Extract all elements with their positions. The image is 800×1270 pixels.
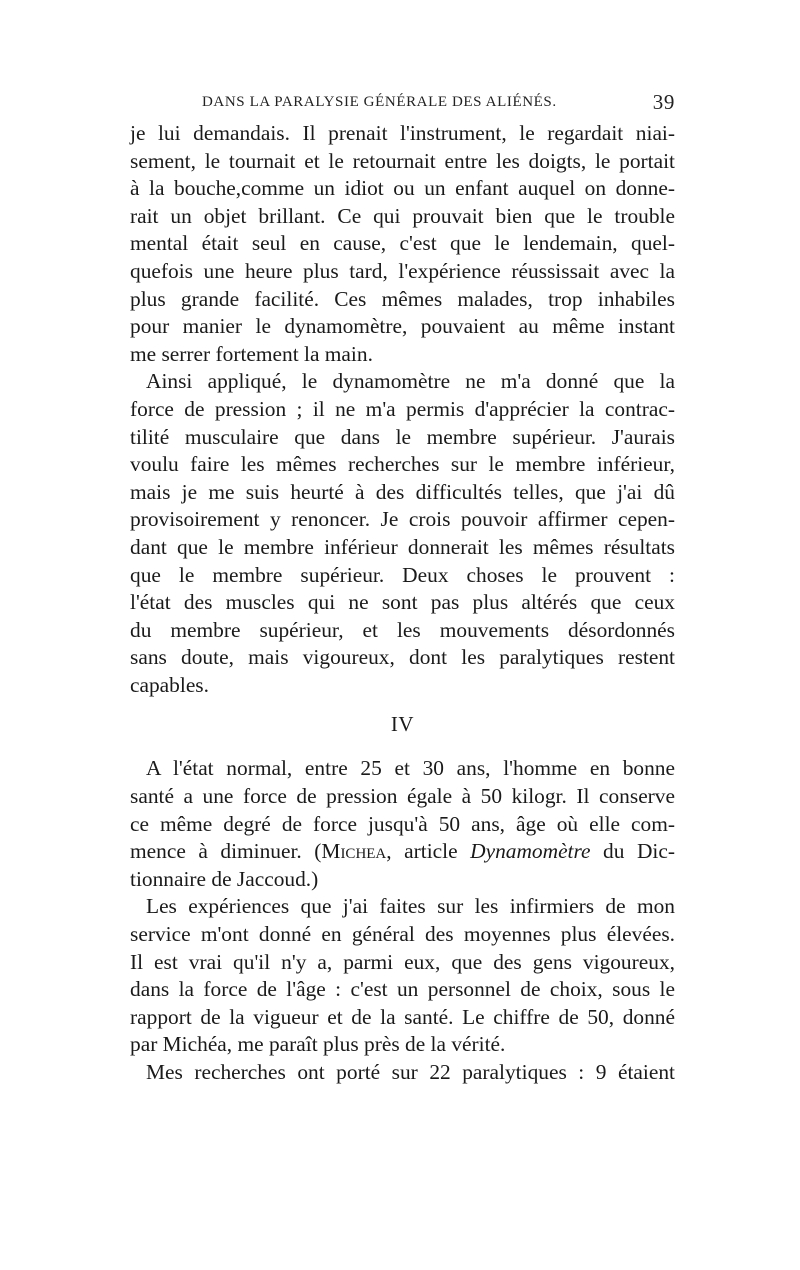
text-line: A l'état normal, entre 25 et 30 ans, l'homme en bonne [146,756,675,781]
text-line: mais je me suis heurté à des difficultés telles, que j'ai dû [130,479,675,504]
text-line: dans la force de l'âge : c'est un personnel de choix, sous le [130,977,675,1002]
text-line: sans doute, mais vigoureux, dont les paralytiques restent [130,645,675,670]
text-line: quefois une heure plus tard, l'expérience réussissait avec la [130,258,675,283]
running-head [130,88,675,120]
text-line: force de pression ; il ne m'a permis d'apprécier la contrac- [130,396,675,421]
book-page [130,88,675,1087]
text-line: santé a une force de pression égale à 50 kilogr. Il conserve [130,784,675,809]
text-line: Mes recherches ont porté sur 22 paralytiques : 9 étaient [146,1060,675,1084]
text-line: service m'ont donné en général des moyennes plus élevées. [130,922,675,947]
article-title: Dynamomètre [470,839,591,864]
text-line: je lui demandais. Il prenait l'instrument, le regardait niai- [130,121,675,145]
text-line: que le membre supérieur. Deux choses le prouvent : [130,562,675,587]
text-line: dant que le membre inférieur donnerait les mêmes résultats [130,534,675,559]
author-name: Michea [321,839,387,864]
text-line: tionnaire de Jaccoud.) [130,866,319,891]
text-line: mental était seul en cause, c'est que le lendemain, quel- [130,231,675,256]
text-line: capables. [130,672,209,697]
paragraph-1 [130,120,675,368]
text-line: rapport de la vigueur et de la santé. Le chiffre de 50, donné [130,1004,675,1029]
text-segment: du Dic- [590,839,675,864]
text-line: Ainsi appliqué, le dynamomètre ne m'a donné que la [146,369,675,394]
text-line: pour manier le dynamomètre, pouvaient au même instant [130,314,675,339]
text-line: me serrer fortement la main. [130,341,373,366]
text-line [130,838,675,866]
page-number: 39 [652,90,675,114]
paragraph-3 [130,755,675,893]
text-line: tilité musculaire que dans le membre supérieur. J'aurais [130,424,675,449]
text-line: du membre supérieur, et les mouvements désordonnés [130,617,675,642]
text-segment: , article [386,839,471,864]
paragraph-2 [130,368,675,699]
text-segment: mence à diminuer. ( [130,839,322,864]
text-line: à la bouche,comme un idiot ou un enfant auquel on donne- [130,176,675,201]
text-line: voulu faire les mêmes recherches sur le membre inférieur, [130,452,675,477]
section-heading: IV [390,712,415,737]
text-line: par Michéa, me paraît plus près de la vérité. [130,1032,506,1057]
paragraph-5 [130,1059,675,1087]
text-line: Il est vrai qu'il n'y a, parmi eux, que des gens vigoureux, [130,949,675,974]
text-line: Les expériences que j'ai faites sur les infirmiers de mon [146,894,675,919]
text-line: provisoirement y renoncer. Je crois pouvoir affirmer cepen- [130,507,675,532]
text-line: plus grande facilité. Ces mêmes malades, trop inhabiles [130,286,675,311]
text-line: rait un objet brillant. Ce qui prouvait bien que le trouble [130,203,675,228]
paragraph-4 [130,893,675,1059]
text-line: l'état des muscles qui ne sont pas plus altérés que ceux [130,590,675,615]
text-line: ce même degré de force jusqu'à 50 ans, âge où elle com- [130,811,675,836]
text-line: sement, le tournait et le retournait entre les doigts, le portait [130,148,675,173]
running-title: DANS LA PARALYSIE GÉNÉRALE DES ALIÉNÉS. [202,94,557,110]
